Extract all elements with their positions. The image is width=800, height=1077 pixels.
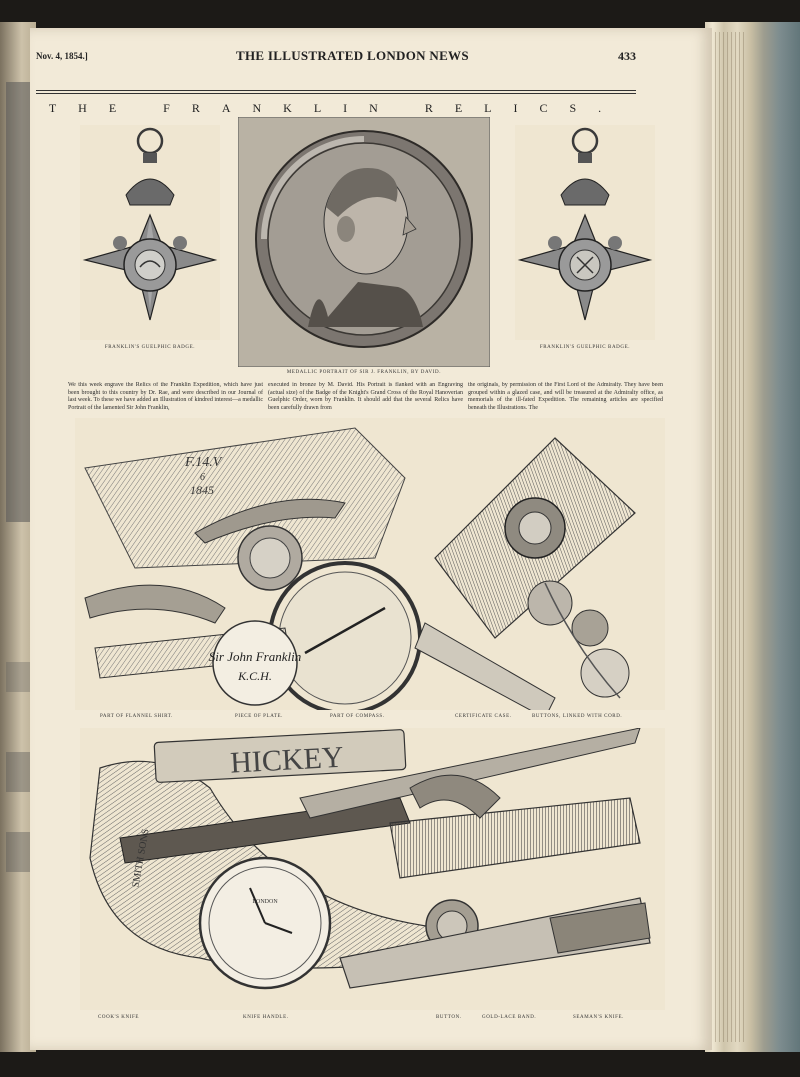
caption-badge-right: FRANKLIN'S GUELPHIC BADGE. (539, 345, 631, 350)
caption-flannel-shirt: PART OF FLANNEL SHIRT. (100, 714, 173, 719)
caption-certificate-case: CERTIFICATE CASE. (455, 714, 512, 719)
handle-name-engraving: HICKEY (229, 740, 345, 780)
shirt-mark-engraving: F.14.V (185, 455, 222, 470)
plate-title-engraving: K.C.H. (238, 669, 272, 683)
caption-piece-of-plate: PIECE OF PLATE. (235, 714, 284, 719)
caption-portrait: MEDALLIC PORTRAIT OF SIR J. FRANKLIN, BY DAVID. (286, 370, 442, 375)
header-rule (36, 90, 636, 91)
caption-part-of-compass: PART OF COMPASS. (330, 714, 385, 719)
header-rule-thin (36, 93, 636, 94)
shirt-mark-engraving-3: 1845 (190, 483, 214, 497)
article-column-3: the originals, by permission of the First Lord of the Admiralty. They have been grouped within a glazed case, and will be treasured at the Admiralty office, as memorials of the ill-fated Expedition. The remaining articles are specified beneath the Illustrations. The (468, 382, 663, 411)
caption-buttons-cord: BUTTONS, LINKED WITH CORD. (532, 714, 623, 719)
guelphic-badge-right-illustration (515, 125, 655, 340)
caption-knife-handle: KNIFE HANDLE. (243, 1015, 289, 1020)
article-column-1: We this week engrave the Relics of the Franklin Expedition, which have just been brought to this country by Dr. Rae, and were described in our Journal of last week. To these we have added an Illustration of kindred interest—a medallic Portrait of the lamented Sir John Franklin, (68, 382, 263, 411)
caption-gold-lace-band: GOLD-LACE BAND. (482, 1015, 537, 1020)
section-title: THE FRANKLIN RELICS. (48, 101, 624, 115)
plate-name-engraving: Sir John Franklin (208, 649, 302, 664)
knife-maker-engraving: SMITH SONS (130, 828, 152, 889)
article-column-2: executed in bronze by M. David. His Portrait is flanked with an Engraving (actual size) of the Badge of the Knight's Grand Cross of the Royal Hanoverian Guelphic Order, worn by Franklin. It should add that the several Relics have been carefully drawn from (268, 382, 463, 411)
relics-group-bottom-illustration (80, 728, 665, 1010)
publication-title: THE ILLUSTRATED LONDON NEWS (236, 48, 469, 63)
caption-badge-left: FRANKLIN'S GUELPHIC BADGE. (104, 345, 196, 350)
guelphic-badge-left-illustration (80, 125, 220, 340)
page-header (36, 48, 636, 64)
relics-group-top-illustration (75, 418, 665, 710)
book-binding-edge (705, 22, 800, 1052)
caption-seamans-knife: SEAMAN'S KNIFE. (573, 1015, 625, 1020)
shirt-mark-engraving-2: 6 (200, 472, 205, 483)
issue-date: Nov. 4, 1854.] (36, 51, 88, 61)
page-number: 433 (618, 49, 636, 63)
medallic-portrait-illustration (238, 117, 490, 367)
watch-maker-engraving: LONDON (252, 899, 278, 905)
gold-lace-band-shape (390, 798, 640, 878)
caption-cooks-knife: COOK'S KNIFE (98, 1015, 140, 1020)
caption-button: BUTTON. (436, 1015, 462, 1020)
